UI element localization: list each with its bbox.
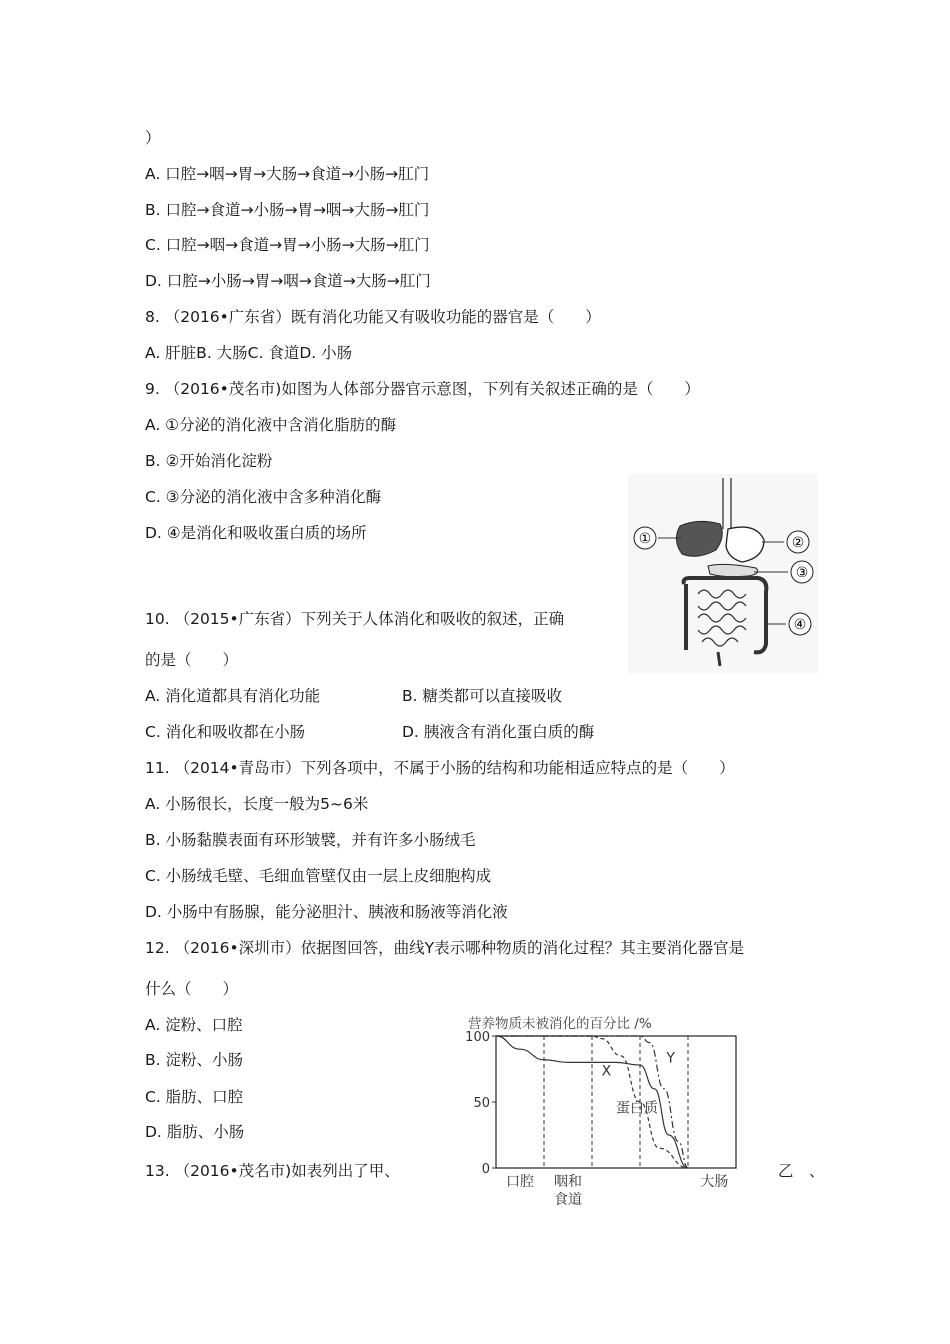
digestion-chart — [440, 1012, 750, 1212]
option-11a: A. 小肠很长，长度一般为5~6米 — [145, 795, 369, 813]
question-13-start: 13. （2016•茂名市)如表列出了甲、 — [145, 1162, 400, 1180]
option-9d: D. ④是消化和吸收蛋白质的场所 — [145, 524, 367, 542]
x-label-esophagus: 食道 — [554, 1192, 582, 1208]
question-11: 11. （2014•青岛市）下列各项中，不属于小肠的结构和功能相适应特点的是（ ） — [145, 759, 735, 777]
question-8: 8. （2016•广东省）既有消化功能又有吸收功能的器官是（ ） — [145, 308, 601, 326]
option-12a: A. 淀粉、口腔 — [145, 1016, 243, 1034]
annotation-x: X — [601, 1063, 612, 1080]
text-line-0: ） — [145, 129, 161, 147]
digestive-organ-diagram — [628, 474, 818, 674]
options-8: A. 肝脏B. 大肠C. 食道D. 小肠 — [145, 344, 353, 362]
question-10-line1: 10. （2015•广东省）下列关于人体消化和吸收的叙述，正确 — [145, 610, 565, 628]
option-10a: A. 消化道都具有消化功能 — [145, 687, 321, 705]
chart-title: 营养物质未被消化的百分比 /% — [468, 1016, 652, 1032]
option-12b: B. 淀粉、小肠 — [145, 1051, 243, 1069]
option-11c: C. 小肠绒毛壁、毛细血管壁仅由一层上皮细胞构成 — [145, 867, 492, 885]
question-10-line2: 的是（ ） — [145, 651, 239, 669]
question-13-continue: 乙 、 — [778, 1162, 825, 1180]
question-12-line2: 什么（ ） — [145, 980, 239, 998]
rectum-shape — [718, 652, 720, 666]
digestion-chart-svg — [440, 1012, 750, 1212]
option-10c: C. 消化和吸收都在小肠 — [145, 723, 306, 741]
y-tick-label-50: 50 — [473, 1096, 490, 1111]
option-7c: C. 口腔→咽→食道→胃→小肠→大肠→肛门 — [145, 236, 430, 254]
option-12d: D. 脂肪、小肠 — [145, 1123, 245, 1141]
organ-diagram-svg — [628, 474, 818, 674]
y-tick-label-0: 0 — [481, 1162, 490, 1177]
x-label-mouth: 口腔 — [506, 1174, 534, 1190]
y-tick-label-100: 100 — [465, 1030, 490, 1045]
option-7b: B. 口腔→食道→小肠→胃→咽→大肠→肛门 — [145, 201, 430, 219]
option-12c: C. 脂肪、口腔 — [145, 1088, 244, 1106]
organ-label-2: ② — [791, 535, 805, 551]
option-9a: A. ①分泌的消化液中含消化脂肪的酶 — [145, 416, 397, 434]
x-label-pharynx: 咽和 — [554, 1174, 582, 1190]
organ-label-4: ④ — [793, 617, 807, 633]
question-12-line1: 12. （2016•深圳市）依据图回答，曲线Y表示哪种物质的消化过程？其主要消化器官是 — [145, 939, 745, 957]
annotation-y: Y — [666, 1050, 675, 1067]
option-11b: B. 小肠黏膜表面有环形皱襞，并有许多小肠绒毛 — [145, 831, 476, 849]
option-9b: B. ②开始消化淀粉 — [145, 452, 273, 470]
option-10b: B. 糖类都可以直接吸收 — [402, 687, 562, 705]
organ-label-1: ① — [638, 531, 652, 547]
organ-label-3: ③ — [795, 565, 809, 581]
option-7d: D. 口腔→小肠→胃→咽→食道→大肠→肛门 — [145, 272, 431, 290]
option-9c: C. ③分泌的消化液中含多种消化酶 — [145, 488, 382, 506]
x-label-large-intestine: 大肠 — [700, 1174, 729, 1190]
option-11d: D. 小肠中有肠腺，能分泌胆汁、胰液和肠液等消化液 — [145, 903, 508, 921]
annotation-protein: 蛋白质 — [616, 1100, 658, 1117]
question-9: 9. （2016•茂名市)如图为人体部分器官示意图，下列有关叙述正确的是（ ） — [145, 380, 700, 398]
option-10d: D. 胰液含有消化蛋白质的酶 — [402, 723, 595, 741]
option-7a: A. 口腔→咽→胃→大肠→食道→小肠→肛门 — [145, 165, 430, 183]
